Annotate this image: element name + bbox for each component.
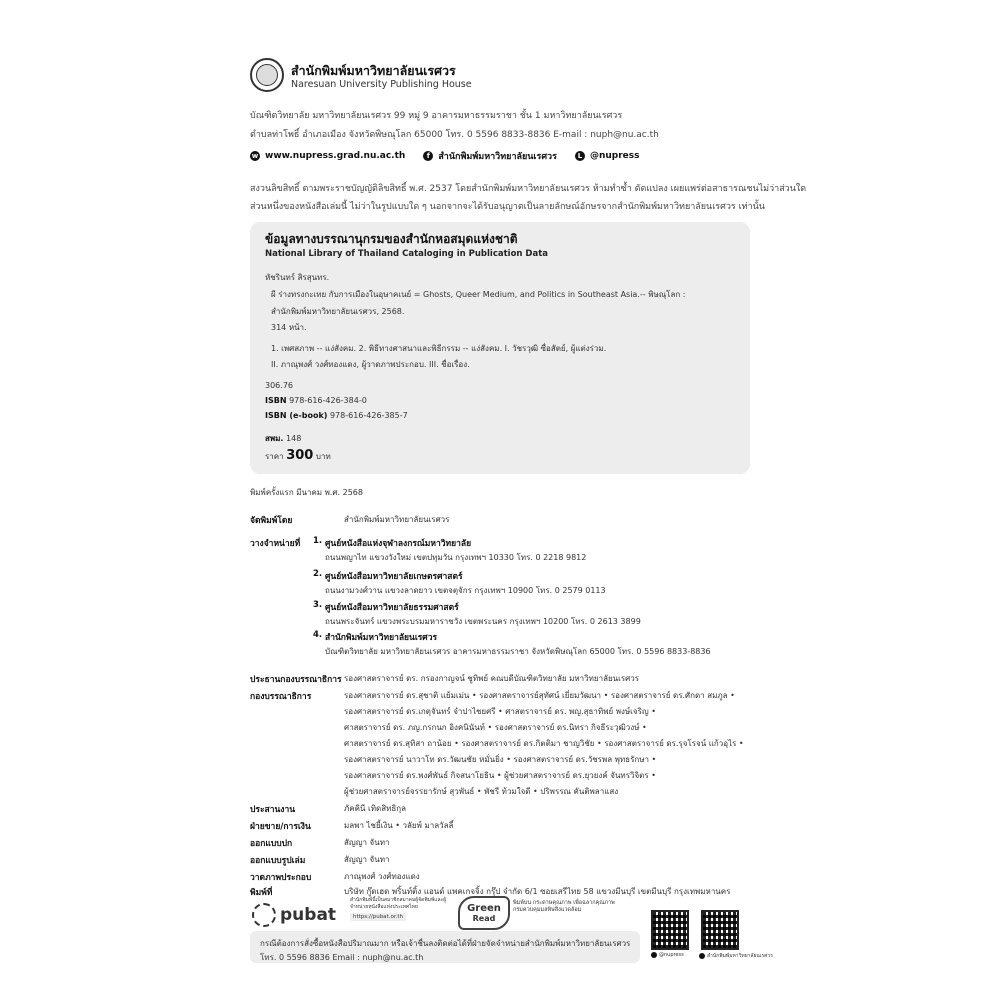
facebook-link[interactable]: สำนักพิมพ์มหาวิทยาลัยนเรศวร (438, 152, 557, 162)
dist-num-1: 1. (313, 536, 323, 546)
dist-addr-3: ถนนพระจันทร์ แขวงพระบรมมหาราชวัง เขตพระนคร กรุงเทพฯ 10200 โทร. 0 2613 3899 (325, 617, 641, 626)
board-member-line: ศาสตราจารย์ ดร. ภญ.กรกนก อิงคนินันท์ • รองศาสตราจารย์ ดร.นิทรา กิจธีระวุฒิวงษ์ • (344, 723, 647, 732)
staff-label: ฝ่ายขาย/การเงิน (250, 822, 311, 832)
staff-value: สัญญา จันทา (344, 855, 390, 864)
staff-value: มลพา ไชยี้เงิน • วลัยพ์ มาลวัลลี์ (344, 821, 454, 830)
catalog-class-number: 306.76 (265, 381, 293, 390)
facebook-icon (699, 953, 705, 959)
board-member-line: รองศาสตราจารย์ ดร.เกตุจันทร์ จำปาไชยศรี • ศาสตราจารย์ ดร. พญ.สุธาทิพย์ พงษ์เจริญ • (344, 707, 656, 716)
dist-num-3: 3. (313, 600, 323, 610)
board-members-label: กองบรรณาธิการ (250, 692, 312, 702)
catalog-title-line2: สำนักพิมพ์มหาวิทยาลัยนเรศวร, 2568. (271, 307, 405, 316)
catalog-isbn-ebook: ISBN (e-book) 978-616-426-385-7 (265, 411, 408, 420)
staff-value: ภัคคินี เทิดสิทธิกุล (344, 804, 406, 813)
publisher-address-line1: บัณฑิตวิทยาลัย มหาวิทยาลัยนเรศวร 99 หมู่ 9 อาคารมหาธรรมราชา ชั้น 1 มหาวิทยาลัยนเรศวร (250, 111, 623, 121)
catalog-title-th: ข้อมูลทางบรรณานุกรมของสำนักหอสมุดแห่งชาติ (265, 232, 518, 246)
facebook-icon: f (423, 151, 433, 161)
distribution-label: วางจำหน่ายที่ (250, 539, 301, 549)
board-chair: รองศาสตราจารย์ ดร. กรองกาญจน์ ชูทิพย์ คณบดีบัณฑิตวิทยาลัย มหาวิทยาลัยนเรศวร (344, 674, 640, 683)
produced-by-value: สำนักพิมพ์มหาวิทยาลัยนเรศวร (344, 515, 450, 524)
copyright-line2: ส่วนหนึ่งของหนังสือเล่มนี้ ไม่ว่าในรูปแบบใด ๆ นอกจากจะได้รับอนุญาตเป็นลายลักษณ์อักษรจากสำนักพิมพ์มหาวิทยาลัยนเรศวร เท่านั้น (250, 202, 765, 212)
staff-value: บริษัท กู๊ดเฮด พริ้นท์ติ้ง แอนด์ แพคเกจจิ้ง กรุ๊ป จำกัด 6/1 ซอยเสรีไทย 58 แขวงมีนบุรี เขตมีนบุรี กรุงเทพมหานคร (344, 887, 731, 896)
staff-value: สัญญา จันทา (344, 838, 390, 847)
catalog-stock: สพม. 148 (265, 434, 302, 443)
dist-name-4: สำนักพิมพ์มหาวิทยาลัยนเรศวร (325, 633, 438, 643)
dist-name-3: ศูนย์หนังสือมหาวิทยาลัยธรรมศาสตร์ (325, 603, 459, 613)
dist-addr-4: บัณฑิตวิทยาลัย มหาวิทยาลัยนเรศวร อาคารมหาธรรมราชา จังหวัดพิษณุโลก 65000 โทร. 0 5596 8833-8836 (325, 647, 711, 656)
contact-line1: กรณีต้องการสั่งซื้อหนังสือปริมาณมาก หรือเจ้าชื่นลงติดต่อได้ที่ฝ่ายจัดจำหน่ายสำนักพิมพ์มหาวิทยาลัยนเรศวร (260, 939, 631, 948)
green-read-description: พิมพ์บน กระดาษคุณภาพ เพื่อฉลากคุณภาพ กรมควบคุมมลพิษสิ่งแวดล้อม (513, 900, 615, 913)
staff-value: ภาณุพงศ์ วงศ์ทองแดง (344, 872, 420, 881)
qr-code-icon (701, 910, 739, 950)
produced-by-label: จัดพิมพ์โดย (250, 516, 293, 526)
copyright-line1: สงวนลิขสิทธิ์ ตามพระราชบัญญัติลิขสิทธิ์ พ.ศ. 2537 โดยสำนักพิมพ์มหาวิทยาลัยนเรศวร ห้ามทำซ้ำ ดัดแปลง เผยแพร่ต่อสาธารณชนไม่ว่าส่วนใด (250, 184, 807, 194)
dist-addr-2: ถนนงามวงศ์วาน แขวงลาดยาว เขตจตุจักร กรุงเทพฯ 10900 โทร. 0 2579 0113 (325, 586, 606, 595)
globe-icon: w (251, 152, 259, 160)
catalog-isbn: ISBN 978-616-426-384-0 (265, 396, 367, 405)
catalog-price: ราคา 300 บาท (265, 448, 331, 463)
staff-label: พิมพ์ที่ (250, 888, 273, 898)
catalog-title-en: National Library of Thailand Cataloging in Publication Data (265, 249, 549, 259)
board-member-line: รองศาสตราจารย์ ดร.พงศ์พันธ์ กิจสนาโยธิน • ผู้ช่วยศาสตราจารย์ ดร.ยุวยงค์ จันทรวิจิตร • (344, 771, 656, 780)
dist-num-4: 4. (313, 630, 323, 640)
line-icon: L (575, 151, 585, 161)
line-link[interactable]: @nupress (589, 151, 640, 161)
board-member-line: รองศาสตราจารย์ นาวาโท ดร.วัฒนชัย หมั่นยิ่ง • รองศาสตราจารย์ ดร.วัชรพล พุทธรักษา • (344, 755, 657, 764)
board-member-line: ศาสตราจารย์ ดร.สุทิสา ถาน้อย • รองศาสตราจารย์ ดร.กิตติมา ชาญวิชัย • รองศาสตราจารย์ ดร.รุจโรจน์ แก้วอุไร • (344, 739, 744, 748)
pubat-url[interactable]: https://pubat.or.th (350, 913, 406, 921)
pubat-mark-icon (252, 903, 276, 927)
social-links (250, 149, 639, 163)
dist-addr-1: ถนนพญาไท แขวงวังใหม่ เขตปทุมวัน กรุงเทพฯ 10330 โทร. 0 2218 9812 (325, 553, 587, 562)
contact-line2: โทร. 0 5596 8836 Email : nuph@nu.ac.th (260, 953, 424, 962)
staff-label: ออกแบบปก (250, 839, 293, 849)
catalog-subjects-line1: 1. เพศสภาพ -- แง่สังคม. 2. พิธีทางศาสนาและพิธีกรรม -- แง่สังคม. I. วัชรวุฒิ ซื่อสัตย์, ผู้แต่งร่วม. (271, 344, 607, 353)
board-member-line: รองศาสตราจารย์ ดร.สุชาติ แย้มเม่น • รองศาสตราจารย์สุทัศน์ เยี่ยมวัฒนา • รองศาสตราจารย์ ดร.ศักดา สมภูล • (344, 691, 735, 700)
publisher-name-th: สำนักพิมพ์มหาวิทยาลัยนเรศวร (291, 63, 456, 78)
publisher-address-line2: ตำบลท่าโพธิ์ อำเภอเมือง จังหวัดพิษณุโลก 65000 โทร. 0 5596 8833-8836 E-mail : nuph@nu.ac.th (250, 130, 659, 140)
dist-name-1: ศูนย์หนังสือแห่งจุฬาลงกรณ์มหาวิทยาลัย (325, 539, 472, 549)
website-link[interactable]: www.nupress.grad.nu.ac.th (265, 151, 406, 161)
qr1-caption: @nupress (651, 952, 684, 958)
qr2-caption: สำนักพิมพ์มหาวิทยาลัยนเรศวร (699, 952, 773, 960)
first-print: พิมพ์ครั้งแรก มีนาคม พ.ศ. 2568 (250, 488, 363, 497)
dist-num-2: 2. (313, 569, 323, 579)
line-icon (651, 952, 657, 958)
green-read-logo: Green Read (458, 896, 510, 930)
pubat-description: สำนักพิมพ์นี้เป็นสมาชิกสมาคมผู้จัดพิมพ์และผู้จำหน่ายหนังสือแห่งประเทศไทย (350, 897, 447, 910)
board-member-line: ผู้ช่วยศาสตราจารย์จรรยารักษ์ สุวพันธ์ • พัชรี ท้วมใจดี • ปริพรรณ คันติพลาแสง (344, 787, 619, 796)
catalog-subjects-line2: II. ภาณุพงศ์ วงศ์ทองแดง, ผู้วาดภาพประกอบ. III. ชื่อเรื่อง. (271, 360, 470, 369)
catalog-author: หัชรินทร์ สิรสุนทร. (265, 273, 330, 282)
staff-label: ประสานงาน (250, 805, 296, 815)
university-seal-icon (250, 58, 284, 92)
qr-code-icon (651, 910, 689, 950)
catalog-pages: 314 หน้า. (271, 323, 307, 332)
pubat-logo: pubat (252, 900, 342, 930)
dist-name-2: ศูนย์หนังสือมหาวิทยาลัยเกษตรศาสตร์ (325, 572, 463, 582)
publisher-name-en: Naresuan University Publishing House (291, 79, 472, 90)
staff-label: วาดภาพประกอบ (250, 873, 312, 883)
staff-label: ออกแบบรูปเล่ม (250, 856, 306, 866)
catalog-title-line1: ผี ร่างทรงกะเทย กับการเมืองในอุษาคเนย์ = Ghosts, Queer Medium, and Politics in Southeast Asia.-- พิษณุโลก : (271, 290, 686, 299)
board-chair-label: ประธานกองบรรณาธิการ (250, 675, 342, 685)
